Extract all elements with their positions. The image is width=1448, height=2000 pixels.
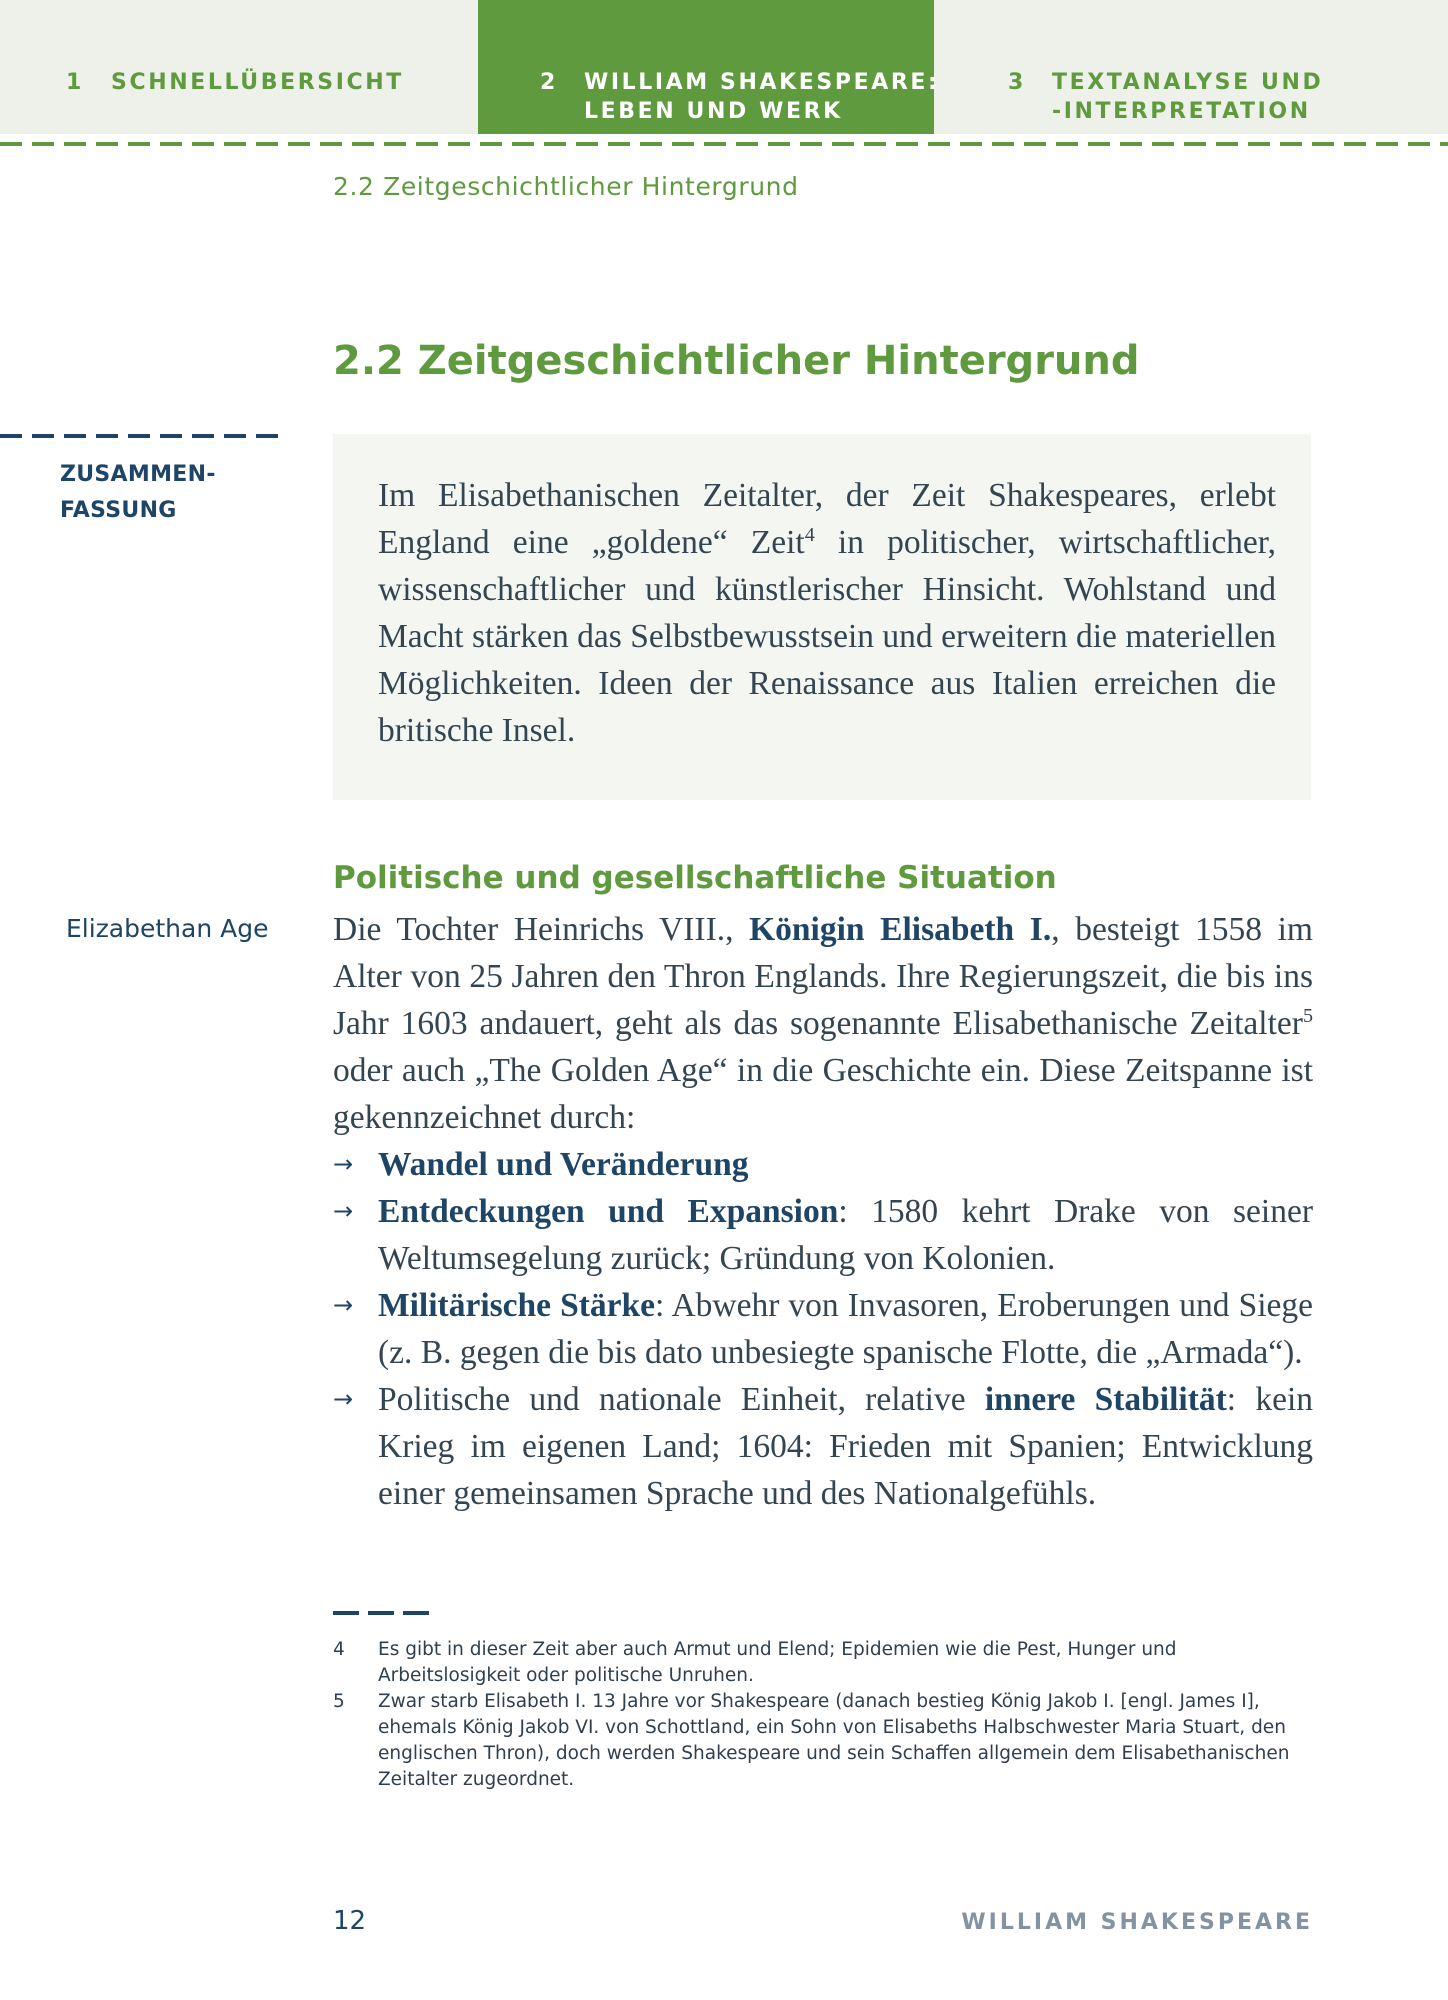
tab-textanalyse[interactable] (946, 0, 1448, 134)
tab-label-line2: LEBEN UND WERK (584, 99, 843, 124)
tab-label (584, 68, 939, 126)
summary-label-line2: FASSUNG (60, 498, 177, 523)
tab-label-line2: -INTERPRETATION (1052, 99, 1311, 124)
bullet-list (333, 1141, 1313, 1517)
intro-part: , besteigt 1558 im Alter von 25 Jahren den Thron Englands. Ihre Regierungszeit, die bis ins Jahr 1603 andauert, geht als das sogenannte Elisabethanische Zeitalter (333, 911, 1313, 1042)
footnote-ref-4[interactable]: 4 (804, 523, 815, 546)
footnotes (333, 1637, 1293, 1793)
list-item: → Politische und nationale Einheit, relative innere Stabilität: kein Krieg im eigenen Land; 1604: Frieden mit Spanien; Entwicklung einer gemeinsamen Sprache und des Nationalgefühls. (333, 1376, 1313, 1517)
footnote-item (333, 1637, 1293, 1689)
footnote-number: 5 (333, 1691, 345, 1712)
summary-label-line1: ZUSAMMEN- (60, 462, 216, 487)
running-head: 2.2 Zeitgeschichtlicher Hintergrund (333, 172, 799, 201)
arrow-right-icon: → (333, 1197, 354, 1225)
list-item: → Wandel und Veränderung (333, 1141, 1313, 1188)
tab-label: SCHNELLÜBERSICHT (111, 70, 404, 95)
tab-number: 3 (1008, 70, 1026, 95)
subheading: Politische und gesellschaftliche Situation (333, 860, 1057, 896)
footnote-ref-5[interactable]: 5 (1302, 1004, 1313, 1027)
list-item: → Entdeckungen und Expansion: 1580 kehrt Drake von seiner Weltumsegelung zurück; Gründung von Kolonien. (333, 1188, 1313, 1282)
arrow-right-icon: → (333, 1150, 354, 1178)
footnote-text: Es gibt in dieser Zeit aber auch Armut und Elend; Epidemien wie die Pest, Hunger und Arbeitslosigkeit oder politische Unruhen. (378, 1639, 1177, 1686)
intro-bold: Königin Elisabeth I. (749, 911, 1052, 948)
tab-number: 1 (66, 70, 84, 95)
summary-label (60, 457, 216, 529)
arrow-right-icon: → (333, 1291, 354, 1319)
summary-box (333, 434, 1311, 800)
page-number: 12 (333, 1906, 367, 1936)
tab-leben-und-werk-active[interactable] (478, 0, 940, 134)
summary-text (378, 472, 1276, 754)
arrow-right-icon: → (333, 1385, 354, 1413)
footnote-item (333, 1689, 1293, 1793)
body-text (333, 906, 1313, 1517)
chapter-navigation (0, 0, 1448, 134)
intro-part: Die Tochter Heinrichs VIII., (333, 911, 750, 948)
footnote-text: Zwar starb Elisabeth I. 13 Jahre vor Shakespeare (danach bestieg König Jakob I. [engl. James I], ehemals König Jakob VI. von Schottland, ein Sohn von Elisabeths Halbschwester Maria Stuart, den englischen Thron), doch werden Shakespeare und sein Schaffen allgemein dem Elisabethanischen Zeitalter zugeordnet. (378, 1691, 1290, 1790)
list-item: → Militärische Stärke: Abwehr von Invasoren, Eroberungen und Siege (z. B. gegen die bis dato unbesiegte spanische Flotte, die „Armada“). (333, 1282, 1313, 1376)
tab-number: 2 (540, 70, 558, 95)
tab-label (1052, 68, 1323, 126)
section-title: 2.2 Zeitgeschichtlicher Hintergrund (333, 338, 1140, 384)
summary-part: in politischer, wirtschaftlicher, wissenschaftlicher und künstlerischer Hinsicht. Wohlstand und Macht stärken das Selbstbewusstsein und erweitern die materiellen Möglichkeiten. Ideen der Renaissance aus Italien erreichen die britische Insel. (378, 524, 1276, 749)
margin-note: Elizabethan Age (66, 914, 269, 943)
footnote-divider (333, 1611, 429, 1615)
tab-label-line1: WILLIAM SHAKESPEARE: (584, 70, 940, 95)
summary-part: Im Elisabethanischen Zeitalter, der Zeit Shakespeares, erlebt England eine „goldene“ Zeit (378, 477, 1276, 561)
header-dashed-divider (0, 142, 1448, 146)
intro-part: oder auch „The Golden Age“ in die Geschichte ein. Diese Zeitspanne ist gekennzeichnet durch: (333, 1052, 1313, 1136)
footnote-number: 4 (333, 1639, 345, 1660)
footer-title: WILLIAM SHAKESPEARE (961, 1910, 1313, 1935)
sidebar-dashed-divider (0, 434, 284, 438)
tab-label-line1: TEXTANALYSE UND (1052, 70, 1324, 95)
tab-schnelluebersicht[interactable] (0, 0, 470, 134)
intro-paragraph (333, 906, 1313, 1141)
